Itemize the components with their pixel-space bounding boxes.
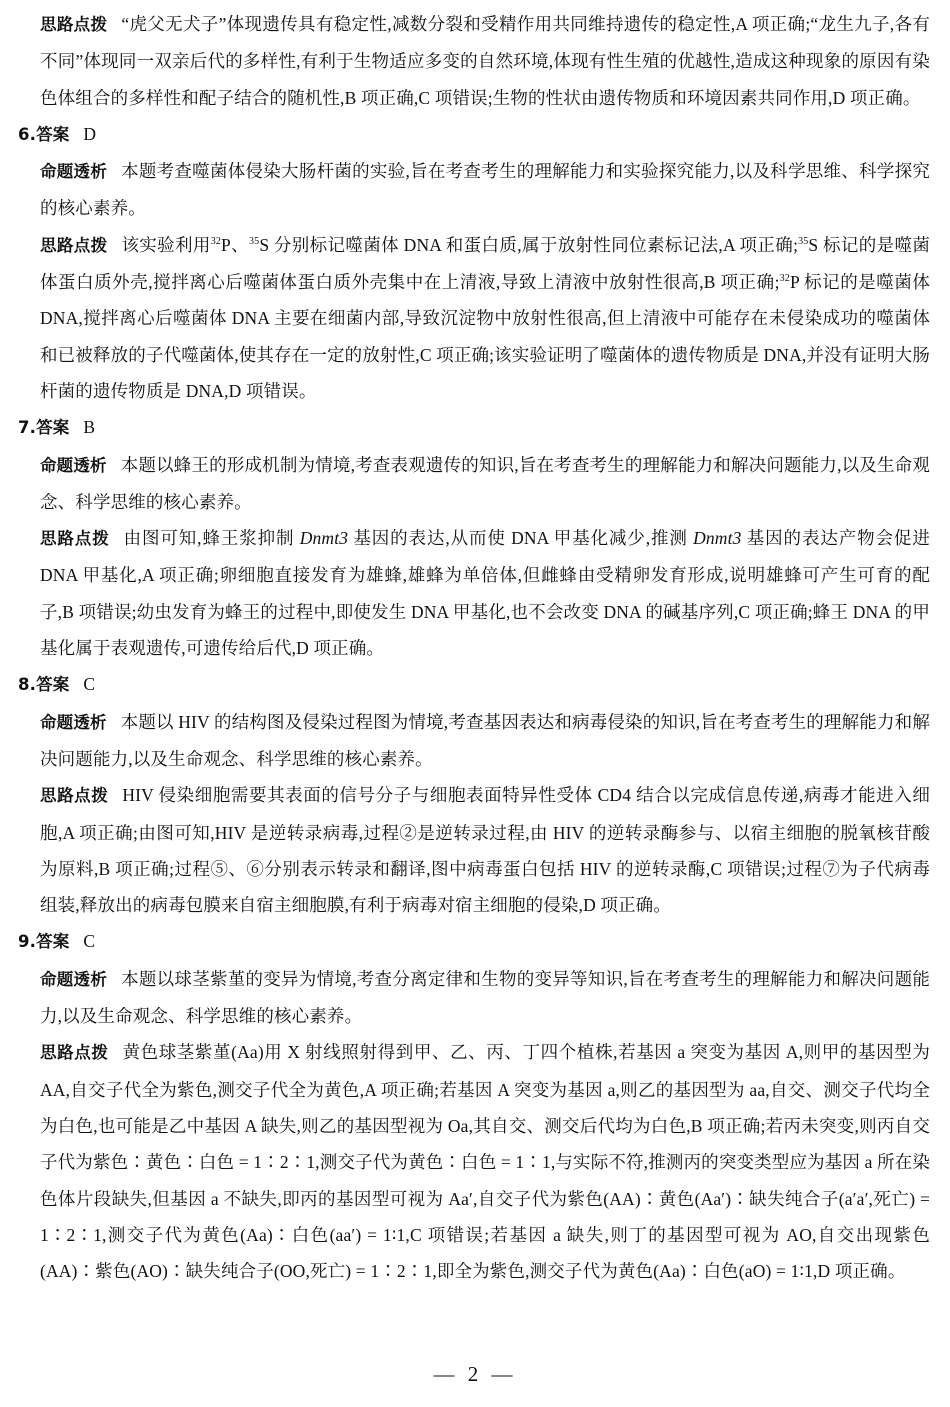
q9-answer-line [18,923,930,960]
gene-name: Dnmt3 [299,528,349,549]
q6-answer-line [18,116,930,153]
q7-number: 7. [18,418,37,438]
intent-label: 命题透析 [40,712,107,732]
q9-analysis-paragraph [40,1034,930,1289]
q7-analysis-text-b: 基因的表达,从而使 DNA 甲基化减少,推测 [348,528,694,549]
intent-label: 命题透析 [40,455,107,475]
analysis-label: 思路点拨 [40,235,108,255]
q6-number: 6. [18,124,37,144]
q6-intent-text: 本题考查噬菌体侵染大肠杆菌的实验,旨在考查考生的理解能力和实验探究能力,以及科学思维、科学探究的核心素养。 [40,161,930,219]
answer-label: 答案 [36,418,70,438]
analysis-label: 思路点拨 [40,15,108,34]
intent-label: 命题透析 [40,162,108,182]
q9-analysis-text: 黄色球茎紫堇(Aa)用 X 射线照射得到甲、乙、丙、丁四个植株,若基因 a 突变为基因 A,则甲的基因型为 AA,自交子代全为紫色,测交子代全为黄色,A 项正确;若基因 A 突变为基因 a,则乙的基因型为 aa,自交、测交子代均全为白色,也可能是乙中基因 A 缺失,则乙的基因型视为 Oa,其自交、测交后代均为白色,B 项正确;若丙未突变,则丙自交子代为紫色∶黄色∶白色 = 1∶2∶1,测交子代为黄色∶白色 = 1∶1,与实际不符,推测丙的突变类型应为基因 a 所在染色体片段缺失,但基因 a 不缺失,即丙的基因型可视为 Aa′,自交子代为紫色(AA)∶黄色(Aa′)∶缺失纯合子(a′a′,死亡) = 1∶2∶1,测交子代为黄色(Aa)∶白色(aa′) = 1∶1,C 项错误;若基因 a 缺失,则丁的基因型可视为 AO,自交出现紫色(AA)∶紫色(AO)∶缺失纯合子(OO,死亡) = 1∶2∶1,即全为紫色,测交子代为黄色(Aa)∶白色(aO) = 1∶1,D 项正确。 [40,1042,930,1282]
q9-number: 9. [18,932,37,952]
q9-intent-text: 本题以球茎紫堇的变异为情境,考查分离定律和生物的变异等知识,旨在考查考生的理解能力和解决问题能力,以及生命观念、科学思维的核心素养。 [40,968,930,1027]
q7-intent-paragraph [40,447,930,521]
q7-answer-line [18,409,930,446]
q6-analysis-text-d: S 标记的是噬菌体蛋白质外壳,搅拌离心后噬菌体蛋白质外壳集中在上清液,导致上清液中放射性很高,B 项正确; [40,234,930,293]
isotope-mass-32: 32 [210,235,222,247]
q7-analysis-text-a: 由图可知,蜂王浆抑制 [123,528,300,549]
q6-analysis-text-e: P 标记的是噬菌体 DNA,搅拌离心后噬菌体 DNA 主要在细菌内部,导致沉淀物中放射性很高,但上清液中可能存在未侵染成功的噬菌体和已被释放的子代噬菌体,使其存在一定的放射性,C 项正确;该实验证明了噬菌体的遗传物质是 DNA,并没有证明大肠杆菌的遗传物质是 DNA,D 项错误。 [40,272,931,401]
q8-answer: C [83,674,96,695]
q7-analysis-text-c: 基因的表达产物会促进 DNA 甲基化,A 项正确;卵细胞直接发育为雄蜂,雄蜂为单倍体,但雌蜂由受精卵发育形成,说明雄蜂可产生可育的配子,B 项错误;幼虫发育为蜂王的过程中,即使发生 DNA 甲基化,也不会改变 DNA 的碱基序列,C 项正确;蜂王 DNA 的甲基化属于表观遗传,可遗传给后代,D 项正确。 [40,528,930,659]
answer-document [18,6,931,1289]
q6-intent-paragraph [40,153,930,227]
q6-analysis-text-a: 该实验利用 [121,234,211,255]
q8-analysis-paragraph [40,777,930,923]
q9-intent-paragraph [40,961,930,1035]
analysis-label: 思路点拨 [40,529,110,549]
q8-number: 8. [18,675,37,695]
q5-analysis-text: “虎父无犬子”体现遗传具有稳定性,减数分裂和受精作用共同维持遗传的稳定性,A 项正确;“龙生九子,各有不同”体现同一双亲后代的多样性,有利于生物适应多变的自然环境,体现有性生殖的优越性,造成这种现象的原因有染色体组合的多样性和配子结合的随机性,B 项正确,C 项错误;生物的性状由遗传物质和环境因素共同作用,D 项正确。 [40,14,930,108]
q6-analysis-text-b: P、 [221,234,249,255]
intent-label: 命题透析 [40,969,108,989]
q6-answer: D [83,123,97,144]
answer-label: 答案 [36,124,70,144]
q8-intent-paragraph [40,704,930,778]
q7-intent-text: 本题以蜂王的形成机制为情境,考查表观遗传的知识,旨在考查考生的理解能力和解决问题能力,以及生命观念、科学思维的核心素养。 [40,454,930,512]
q5-analysis-paragraph [40,6,930,116]
q8-analysis-text: HIV 侵染细胞需要其表面的信号分子与细胞表面特异性受体 CD4 结合以完成信息传递,病毒才能进入细胞,A 项正确;由图可知,HIV 是逆转录病毒,过程②是逆转录过程,由 HIV 的逆转录酶参与、以宿主细胞的脱氧核苷酸为原料,B 项正确;过程⑤、⑥分别表示转录和翻译,图中病毒蛋白包括 HIV 的逆转录酶,C 项错误;过程⑦为子代病毒组装,释放出的病毒包膜来自宿主细胞膜,有利于病毒对宿主细胞的侵染,D 项正确。 [40,785,930,916]
q8-answer-line [18,666,930,703]
analysis-label: 思路点拨 [40,786,109,806]
q6-analysis-text-c: S 分别标记噬菌体 DNA 和蛋白质,属于放射性同位素标记法,A 项正确; [259,234,799,255]
q6-analysis-paragraph [40,227,930,409]
gene-name: Dnmt3 [693,528,742,549]
q7-analysis-paragraph [40,520,930,666]
q9-answer: C [83,931,96,952]
q7-answer: B [83,417,96,438]
isotope-mass-35: 35 [249,235,260,247]
analysis-label: 思路点拨 [40,1043,109,1063]
q8-intent-text: 本题以 HIV 的结构图及侵染过程图为情境,考查基因表达和病毒侵染的知识,旨在考查考生的理解能力和解决问题能力,以及生命观念、科学思维的核心素养。 [40,711,930,769]
answer-label: 答案 [36,675,70,695]
isotope-mass-35: 35 [798,235,809,247]
page-number: — 2 — [433,1362,517,1386]
answer-label: 答案 [36,932,70,952]
isotope-mass-32: 32 [779,273,790,285]
